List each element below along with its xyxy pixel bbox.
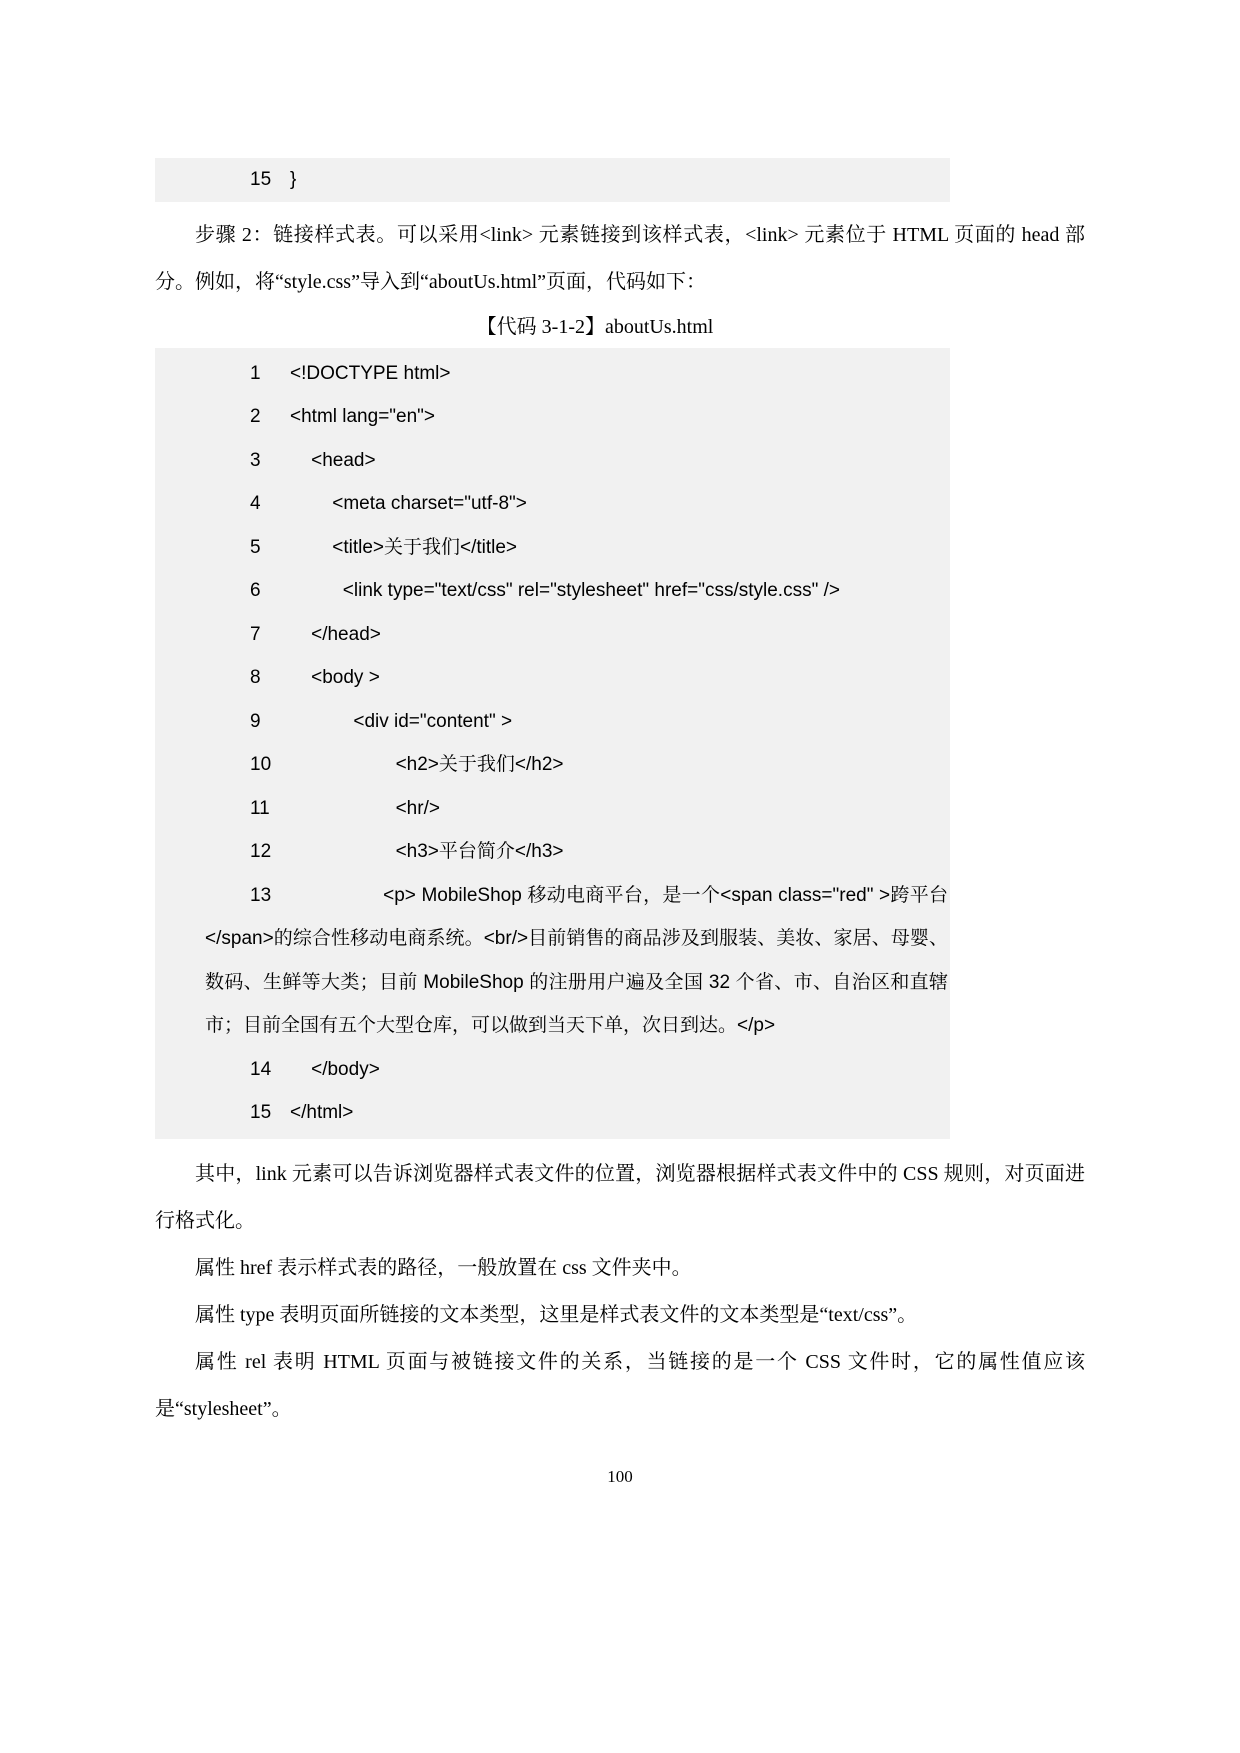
code-text: <body > bbox=[290, 667, 380, 688]
code-line bbox=[155, 482, 950, 526]
code-text: <link type="text/css" rel="stylesheet" href="css/style.css" /> bbox=[290, 580, 840, 601]
code-line bbox=[155, 700, 950, 744]
code-line bbox=[155, 395, 950, 439]
line-number: 14 bbox=[250, 1058, 272, 1080]
code-text: <div id="content" > bbox=[290, 710, 513, 732]
line-number: 2 bbox=[250, 406, 261, 427]
line-number: 4 bbox=[250, 493, 261, 514]
code-line bbox=[155, 656, 950, 700]
line-number: 5 bbox=[250, 536, 261, 558]
code-text: } bbox=[290, 169, 297, 190]
intro-paragraph: 步骤 2：链接样式表。可以采用<link> 元素链接到该样式表，<link> 元素位于 HTML 页面的 head 部分。例如，将“style.css”导入到“aboutUs.html”页面，代码如下： bbox=[155, 223, 1085, 293]
code-text: <!DOCTYPE html> bbox=[290, 362, 451, 384]
line-number: 15 bbox=[250, 1102, 272, 1123]
code-line bbox=[155, 613, 950, 657]
code-text: <title>关于我们</title> bbox=[290, 536, 518, 558]
code-block bbox=[155, 348, 950, 1139]
code-line bbox=[155, 352, 950, 396]
line-number: 13 bbox=[250, 884, 272, 906]
code-text: <p> MobileShop 移动电商平台，是一个<span class="red" >跨平台</span>的综合性移动电商系统。<br/>目前销售的商品涉及到服装、美妆、家居、母婴、数码、生鲜等大类；目前 MobileShop 的注册用户遍及全国 32 个省、市、自治区和直辖市；目前全国有五个大型仓库，可以做到当天下单，次日到达。</p> bbox=[205, 884, 948, 1036]
previous-code-block bbox=[155, 158, 950, 202]
code-text: <hr/> bbox=[290, 797, 440, 819]
page-content bbox=[155, 158, 1085, 1433]
code-line bbox=[155, 1091, 950, 1135]
code-line bbox=[155, 569, 950, 613]
body-paragraphs bbox=[155, 1151, 1085, 1433]
line-number: 8 bbox=[250, 667, 261, 688]
line-number: 1 bbox=[250, 362, 261, 384]
line-number: 6 bbox=[250, 580, 261, 601]
code-text: <head> bbox=[290, 449, 376, 471]
code-line bbox=[155, 743, 950, 787]
code-text: </body> bbox=[290, 1058, 380, 1080]
line-number: 11 bbox=[250, 797, 270, 819]
code-text: <meta charset="utf-8"> bbox=[290, 493, 527, 514]
code-line bbox=[155, 1048, 950, 1092]
body-paragraph: 属性 type 表明页面所链接的文本类型，这里是样式表文件的文本类型是“text/css”。 bbox=[195, 1303, 918, 1326]
code-line bbox=[155, 526, 950, 570]
code-line bbox=[155, 787, 950, 831]
line-number: 9 bbox=[250, 710, 261, 732]
line-number: 10 bbox=[250, 754, 272, 775]
line-number: 7 bbox=[250, 623, 261, 645]
line-number: 3 bbox=[250, 449, 261, 471]
body-paragraph: 属性 rel 表明 HTML 页面与被链接文件的关系，当链接的是一个 CSS 文件时，它的属性值应该是“stylesheet”。 bbox=[155, 1350, 1085, 1420]
code-text: </html> bbox=[290, 1102, 354, 1123]
code-caption: 【代码 3-1-2】aboutUs.html bbox=[476, 315, 714, 338]
code-line bbox=[155, 830, 950, 874]
code-text: <html lang="en"> bbox=[290, 406, 436, 427]
code-text: <h3>平台简介</h3> bbox=[290, 841, 564, 862]
code-line bbox=[155, 158, 950, 202]
code-line bbox=[155, 874, 950, 1048]
code-text: <h2>关于我们</h2> bbox=[290, 754, 564, 775]
body-paragraph: 属性 href 表示样式表的路径，一般放置在 css 文件夹中。 bbox=[195, 1256, 692, 1279]
code-line bbox=[155, 439, 950, 483]
line-number: 15 bbox=[250, 169, 272, 190]
body-paragraph: 其中，link 元素可以告诉浏览器样式表文件的位置，浏览器根据样式表文件中的 CSS 规则，对页面进行格式化。 bbox=[155, 1162, 1085, 1232]
page-number: 100 bbox=[607, 1467, 633, 1486]
line-number: 12 bbox=[250, 841, 272, 862]
code-text: </head> bbox=[290, 623, 381, 645]
